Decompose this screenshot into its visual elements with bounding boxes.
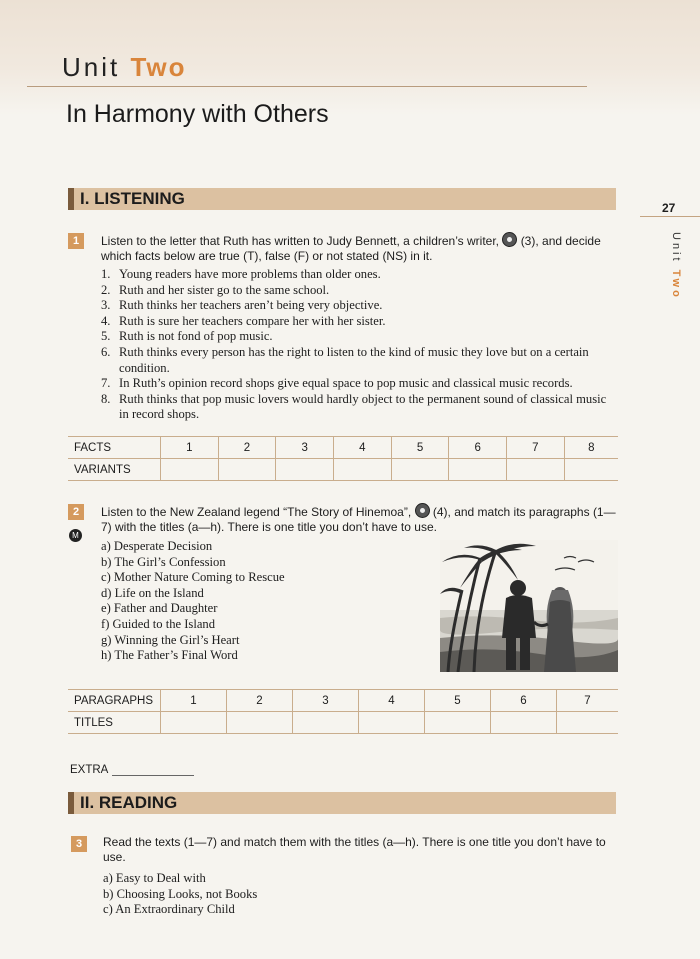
list-item: e) Father and Daughter xyxy=(101,601,218,616)
side-unit-label xyxy=(670,232,682,300)
task-1-instruction-b: (3), and decide which facts below are true (T), false (F) or not stated (NS) in it. xyxy=(101,234,601,263)
variants-label: VARIANTS xyxy=(68,459,161,481)
task-2-instruction-a: Listen to the New Zealand legend “The Story of Hinemoa”, xyxy=(101,505,412,519)
list-item: 6. Ruth thinks every person has the right to listen to the kind of music they love but on a certain condition. xyxy=(101,344,589,375)
task-3-badge: 3 xyxy=(71,836,87,852)
list-item: f) Guided to the Island xyxy=(101,616,216,631)
list-item: b) The Girl’s Confession xyxy=(101,554,226,569)
unit-heading xyxy=(62,52,187,83)
table-cell: 7 xyxy=(556,690,618,712)
page-number-rule xyxy=(640,216,700,217)
list-item: 8. Ruth thinks that pop music lovers would hardly object to the permanent sound of classical music in record shops. xyxy=(101,391,607,422)
answer-cell[interactable] xyxy=(161,712,227,734)
table-cell: 7 xyxy=(507,437,565,459)
unit-word: Unit xyxy=(62,52,121,82)
beach-couple-illustration xyxy=(440,540,618,672)
answer-cell[interactable] xyxy=(334,459,392,481)
table-cell: 6 xyxy=(490,690,556,712)
section-listening-title: I. LISTENING xyxy=(80,189,185,208)
facts-label: FACTS xyxy=(68,437,161,459)
list-item: c) Mother Nature Coming to Rescue xyxy=(101,570,285,585)
list-item: 7. In Ruth’s opinion record shops give equal space to pop music and classical music records. xyxy=(101,376,573,391)
section-reading-bar xyxy=(68,792,616,814)
list-item: a) Desperate Decision xyxy=(101,539,213,553)
table-cell: 3 xyxy=(292,690,358,712)
table-cell: 8 xyxy=(564,437,618,459)
audio-cd-icon xyxy=(502,232,517,247)
list-item: d) Life on the Island xyxy=(101,585,204,600)
extra-label: EXTRA xyxy=(70,764,109,776)
paragraphs-label: PARAGRAPHS xyxy=(68,690,161,712)
answer-cell[interactable] xyxy=(161,459,219,481)
list-item: 5. Ruth is not fond of pop music. xyxy=(101,329,273,344)
task-3-instruction: Read the texts (1—7) and match them with the titles (a—h). There is one title you don’t have to use. xyxy=(103,835,606,864)
answer-cell[interactable] xyxy=(564,459,618,481)
answer-cell[interactable] xyxy=(276,459,334,481)
answer-cell[interactable] xyxy=(490,712,556,734)
answer-cell[interactable] xyxy=(449,459,507,481)
list-item: b) Choosing Looks, not Books xyxy=(103,886,258,901)
table-cell: 2 xyxy=(226,690,292,712)
answer-cell[interactable] xyxy=(218,459,276,481)
list-item: g) Winning the Girl’s Heart xyxy=(101,632,240,647)
extra-answer-line[interactable] xyxy=(112,775,194,776)
answer-cell[interactable] xyxy=(358,712,424,734)
table-cell: 5 xyxy=(424,690,490,712)
unit-number: Two xyxy=(130,52,187,82)
table-cell: 4 xyxy=(358,690,424,712)
list-item: h) The Father’s Final Word xyxy=(101,648,238,663)
task-1-instruction-a: Listen to the letter that Ruth has written to Judy Bennett, a children’s writer, xyxy=(101,234,499,248)
task-1-answer-table xyxy=(68,436,618,481)
table-cell: 2 xyxy=(218,437,276,459)
section-marker xyxy=(68,188,74,210)
answer-cell[interactable] xyxy=(292,712,358,734)
titles-label: TITLES xyxy=(68,712,161,734)
task-2-badge: 2 xyxy=(68,504,84,520)
list-item: a) Easy to Deal with xyxy=(103,871,206,885)
section-listening-bar xyxy=(68,188,616,210)
page-title: In Harmony with Others xyxy=(66,100,329,128)
answer-cell[interactable] xyxy=(391,459,449,481)
list-item: 2. Ruth and her sister go to the same school. xyxy=(101,282,330,297)
list-item: 1. Young readers have more problems than older ones. xyxy=(101,267,381,281)
task-3-titles xyxy=(103,871,257,918)
answer-cell[interactable] xyxy=(226,712,292,734)
section-reading-title: II. READING xyxy=(80,793,178,812)
list-item: 3. Ruth thinks her teachers aren’t being very objective. xyxy=(101,298,383,313)
table-cell: 1 xyxy=(161,690,227,712)
header-rule xyxy=(27,86,587,87)
task-2-instruction-b: (4), and match its paragraphs (1—7) with the titles (a—h). There is one title you don’t have to use. xyxy=(101,505,616,534)
task-2-answer-table xyxy=(68,689,618,734)
table-cell: 6 xyxy=(449,437,507,459)
answer-cell[interactable] xyxy=(556,712,618,734)
table-cell: 3 xyxy=(276,437,334,459)
table-cell: 4 xyxy=(334,437,392,459)
m-icon: M xyxy=(69,529,82,542)
table-cell: 1 xyxy=(161,437,219,459)
section-marker xyxy=(68,792,74,814)
task-1-badge: 1 xyxy=(68,233,84,249)
answer-cell[interactable] xyxy=(507,459,565,481)
side-unit-number: Two xyxy=(670,269,682,300)
list-item: c) An Extraordinary Child xyxy=(103,902,235,917)
task-2-titles xyxy=(101,539,285,664)
task-1-instruction xyxy=(101,232,617,264)
audio-cd-icon xyxy=(415,503,430,518)
table-cell: 5 xyxy=(391,437,449,459)
side-unit-word: Unit xyxy=(670,232,682,264)
list-item: 4. Ruth is sure her teachers compare her with her sister. xyxy=(101,313,386,328)
answer-cell[interactable] xyxy=(424,712,490,734)
page-number: 27 xyxy=(662,201,676,215)
task-2-instruction xyxy=(101,503,619,535)
task-1-statements xyxy=(101,267,617,423)
